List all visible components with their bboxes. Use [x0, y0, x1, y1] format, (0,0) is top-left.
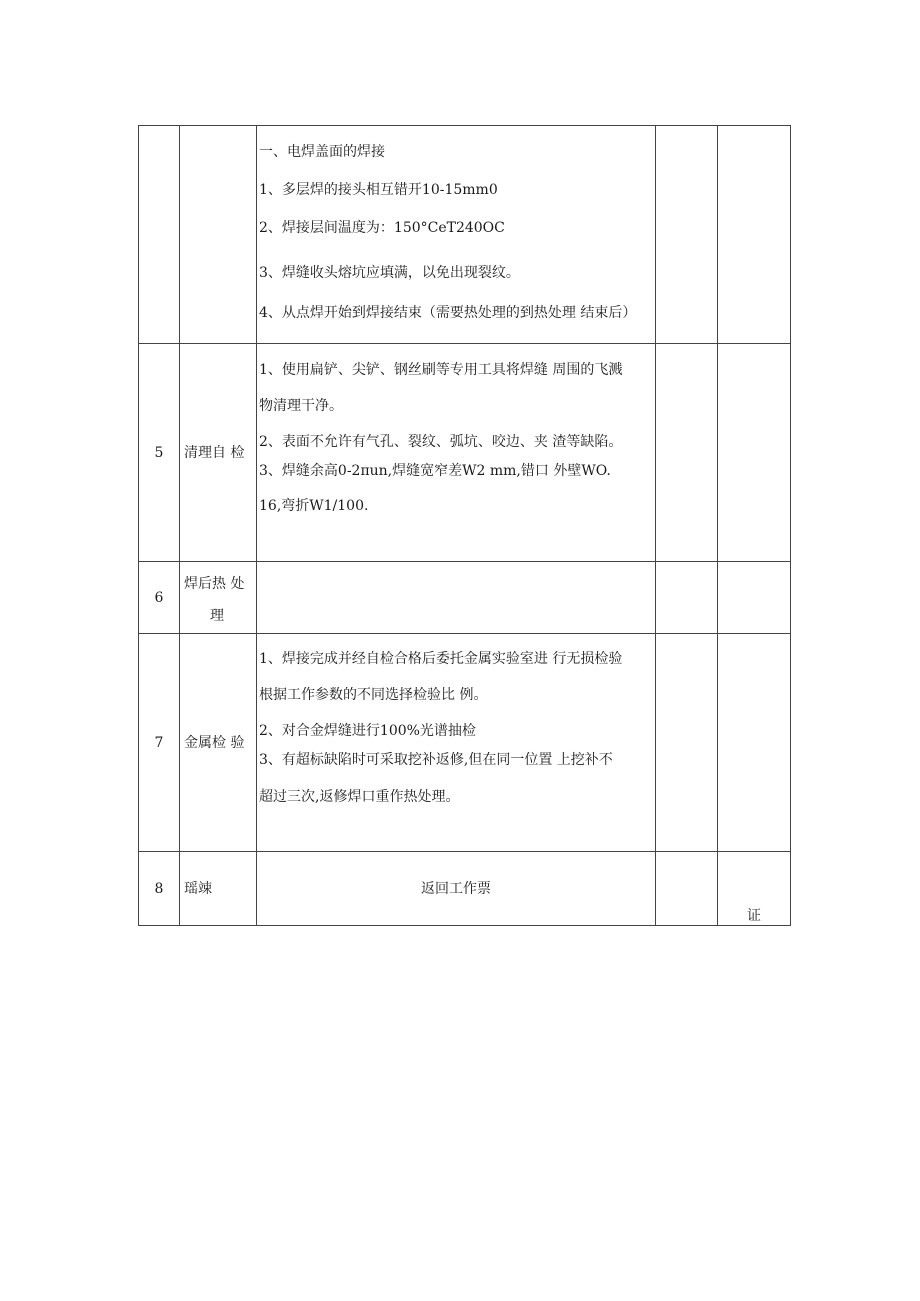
- content-line: 1、使用扁铲、尖铲、钢丝刷等专用工具将焊缝 周围的飞溅: [259, 362, 623, 378]
- step-content: [257, 634, 656, 852]
- content-line: 物清理干净。: [259, 398, 343, 414]
- step-name: [180, 126, 257, 344]
- table-row: [139, 852, 791, 926]
- row-number: 7: [139, 634, 180, 852]
- step-name: 金属检 验: [180, 634, 257, 852]
- row-number: 8: [139, 852, 180, 926]
- content-line: 3、焊缝余高0-2πun,焊缝宽窄差W2 mm,错口 外壁WO.: [259, 463, 611, 479]
- table-row: [139, 126, 791, 344]
- table-row: [139, 562, 791, 634]
- empty-cell: [656, 126, 718, 344]
- content-line: 超过三次,返修焊口重作热处理。: [259, 789, 460, 805]
- table-row: [139, 634, 791, 852]
- empty-cell: [656, 344, 718, 562]
- empty-cell: [656, 634, 718, 852]
- step-content: [257, 126, 656, 344]
- content-line: 3、有超标缺陷时可采取挖补返修,但在同一位置 上挖补不: [259, 752, 613, 768]
- content-line: 16,弯折W1/100.: [259, 498, 369, 514]
- empty-cell: [718, 344, 791, 562]
- row-number: [139, 126, 180, 344]
- content-line: 2、对合金焊缝进行100%光谱抽检: [259, 723, 476, 739]
- content-line: 2、焊接层间温度为：150°CeT240OC: [259, 220, 505, 236]
- step-name: 瑶竦: [180, 852, 257, 926]
- empty-cell: [656, 852, 718, 926]
- certificate-label: 证: [718, 852, 791, 926]
- step-name: 清理自 检: [180, 344, 257, 562]
- step-content: 返回工作票: [257, 852, 656, 926]
- table-row: [139, 344, 791, 562]
- step-name: [180, 562, 257, 634]
- content-line: 1、多层焊的接头相互错开10-15mm0: [259, 182, 498, 198]
- empty-cell: [656, 562, 718, 634]
- content-line: 一、电焊盖面的焊接: [259, 144, 385, 160]
- content-line: 2、表面不允许有气孔、裂纹、弧坑、咬边、夹 渣等缺陷。: [259, 434, 623, 450]
- content-line: 1、焊接完成并经自检合格后委托金属实验室进 行无损检验: [259, 651, 623, 667]
- content-line: 4、从点焊开始到焊接结束（需要热处理的到热处理 结束后）: [259, 305, 637, 321]
- empty-cell: [718, 562, 791, 634]
- step-name-line: 理: [210, 607, 224, 624]
- content-line: 根据工作参数的不同选择检验比 例。: [259, 687, 488, 703]
- empty-cell: [718, 126, 791, 344]
- row-number: 5: [139, 344, 180, 562]
- step-name-line: 焊后热 处: [184, 575, 245, 592]
- empty-cell: [718, 634, 791, 852]
- content-line: 3、焊缝收头熔坑应填满，以免出现裂纹。: [259, 265, 520, 281]
- row-number: 6: [139, 562, 180, 634]
- empty-cell: [257, 562, 656, 634]
- process-table: [138, 125, 791, 926]
- step-content: [257, 344, 656, 562]
